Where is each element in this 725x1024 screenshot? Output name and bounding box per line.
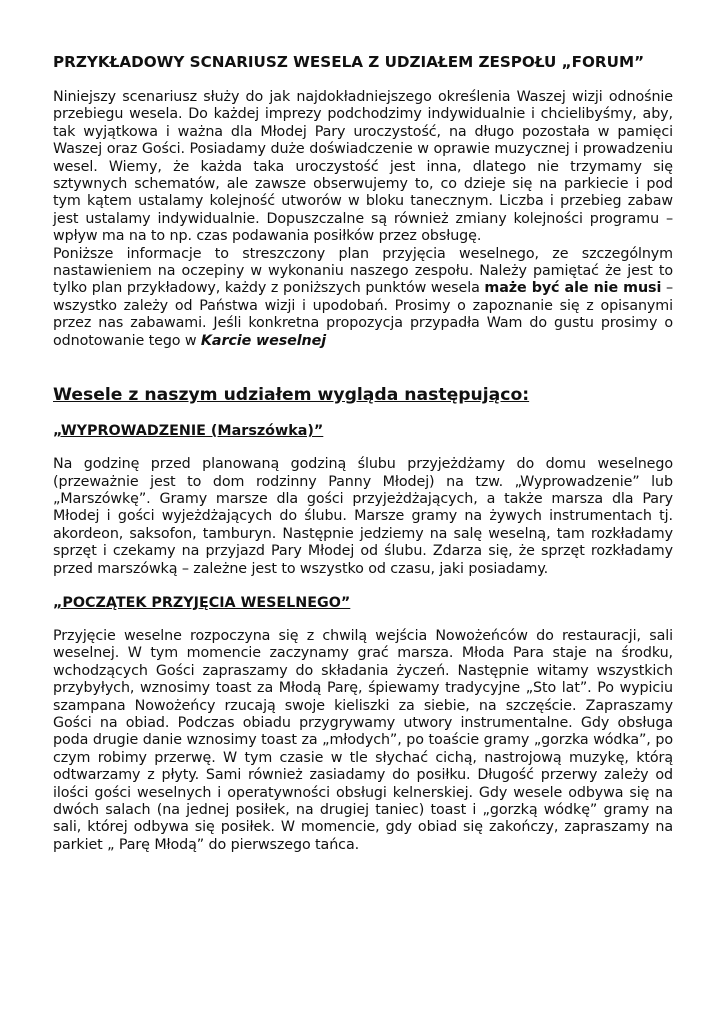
section-text-wyprowadzenie: Na godzinę przed planowaną godziną ślubu przyjeżdżamy do domu weselnego (przeważnie jest to dom rodzinny Panny Młodej) na tzw. „Wyprowadzenie” lub „Marszówkę”. Gramy marsze dla gości przyjeżdżających, a także marsza dla Pary Młodej i gości wyjeżdżających do ślubu. Marsze gramy na żywych instrumentach tj. akordeon, saksofon, tamburyn. Następnie jedziemy na salę weselną, tam rozkładamy sprzęt i czekamy na przyjazd Pary Młodej od ślubu. Zdarza się, że sprzęt rozkładamy przed marszówką – zależne jest to wszystko od czasu, jaki posiadamy. xyxy=(53,456,673,577)
document-page xyxy=(53,52,673,854)
section-text-poczatek: Przyjęcie weselne rozpoczyna się z chwilą wejścia Nowożeńców do restauracji, sali weselnej. W tym momencie zaczynamy grać marsza. Młoda Para staje na środku, wchodzących Gości zapraszamy do składania życzeń. Następnie witamy wszystkich przybyłych, wznosimy toast za Młodą Parę, śpiewamy tradycyjne „Sto lat”. Po wypiciu szampana Nowożeńcy rzucają swoje kieliszki za siebie, na szczęście. Zapraszamy Gości na obiad. Podczas obiadu przygrywamy utwory instrumentalne. Gdy obsługa poda drugie danie wznosimy toast za „młodych”, po toaście gramy „gorzka wódka”, po czym robimy przerwę. W tym czasie w tle słychać cichą, nastrojową muzykę, którą odtwarzamy z płyty. Sami również zasiadamy do posiłku. Długość przerwy zależy od ilości gości weselnych i operatywności obsługi kelnerskiej. Gdy wesele odbywa się na dwóch salach (na jednej posiłek, na drugiej taniec) toast i „gorzką wódkę” gramy na sali, której odbywa się posiłek. W momencie, gdy obiad się zakończy, zapraszamy na parkiet „ Parę Młodą” do pierwszego tańca. xyxy=(53,627,673,853)
main-heading: Wesele z naszym udziałem wygląda następująco: xyxy=(53,385,530,406)
intro-paragraph-1: Niniejszy scenariusz służy do jak najdokładniejszego określenia Waszej wizji odnośnie przebiegu wesela. Do każdej imprezy podchodzimy indywidualnie i chcielibyśmy, aby, tak wyjątkowa i ważna dla Młodej Pary uroczystość, na długo pozostała w pamięci Waszej oraz Gości. Posiadamy duże doświadczenie w oprawie muzycznej i prowadzeniu wesel. Wiemy, że każda taka uroczystość jest inna, dlatego nie trzymamy się sztywnych schematów, ale zawsze obserwujemy to, co dzieje się na parkiecie i pod tym kątem ustalamy kolejność utworów w bloku tanecznym. Liczba i przebieg zabaw jest ustalamy indywidualnie. Dopuszczalne są również zmiany kolejności programu – wpływ ma na to np. czas podawania posiłków przez obsługę. xyxy=(53,89,673,245)
intro-text-a: Poniższe informacje to streszczony plan przyjęcia weselnego, ze szczególnym nastawieniem na oczepiny w wykonaniu naszego zespołu. Należy pamiętać że jest to tylko plan przykładowy, każdy z poniższych punktów wesela xyxy=(53,245,673,297)
wedding-card-reference: Karcie weselnej xyxy=(200,332,327,349)
intro-text-b: – wszystko zależy od Państwa wizji i upodobań. Prosimy o zapoznanie się z opisanymi przez nas zabawami. Jeśli konkretna propozycja przypadła Wam do gustu prosimy o odnotowanie tego w xyxy=(53,280,673,349)
section-heading-poczatek: „POCZĄTEK PRZYJĘCIA WESELNEGO” xyxy=(53,594,351,611)
document-title: PRZYKŁADOWY SCNARIUSZ WESELA Z UDZIAŁEM ZESPOŁU „FORUM” xyxy=(53,53,645,71)
section-heading-wyprowadzenie: „WYPROWADZENIE (Marszówka)” xyxy=(53,423,324,440)
intro-emphasis: maże być ale nie musi xyxy=(484,280,662,297)
intro-paragraph-2 xyxy=(53,246,673,350)
